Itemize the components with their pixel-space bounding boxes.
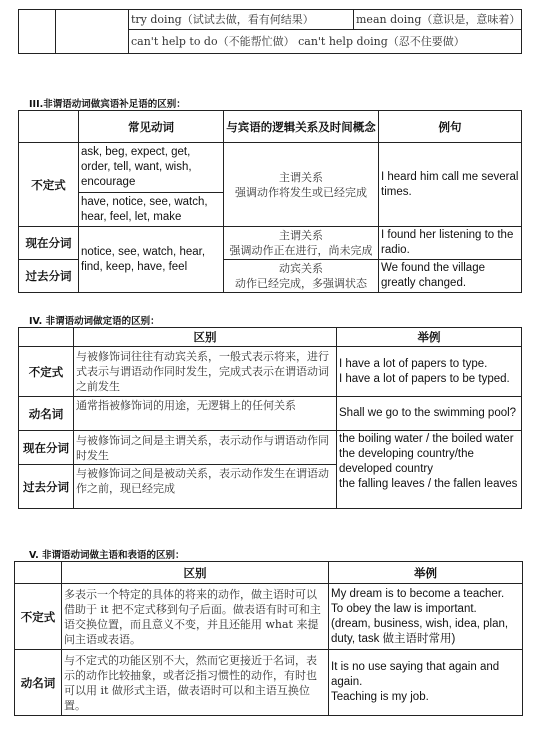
s3-row-infinitive-label: 不定式 [19, 143, 79, 227]
s4-participle-example [337, 431, 522, 509]
s3-header-verbs: 常见动词 [79, 111, 224, 143]
s4-present-participle-diff: 与被修饰词之间是主谓关系，表示动作与谓语动作同时发生 [74, 431, 337, 465]
s4-infinitive-example [337, 347, 522, 397]
s4-gerund-example: Shall we go to the swimming pool? [337, 397, 522, 431]
s5-gerund-example [329, 650, 523, 716]
s5-infinitive-example [329, 584, 523, 650]
s3-header-example: 例句 [379, 111, 522, 143]
s4-past-participle-diff: 与被修饰词之间是被动关系，表示动作发生在谓语动作之前，现已经完成 [74, 465, 337, 509]
s4-present-participle-label: 现在分词 [19, 431, 74, 465]
s3-participle-verbs: notice, see, watch, hear, find, keep, have, feel [79, 227, 224, 293]
top-cell-empty-1 [19, 10, 56, 54]
s3-present-relation-text: 主谓关系 强调动作正在进行，尚未完成 [229, 229, 373, 257]
s3-present-example: I found her listening to the radio. [379, 227, 522, 260]
s4-gerund-diff: 通常指被修饰词的用途，无逻辑上的任何关系 [74, 397, 337, 431]
top-cell-try-doing: try doing（试试去做，看有何结果） [129, 10, 354, 30]
s3-infinitive-verbs1: ask, beg, expect, get, order, tell, want, wish, encourage [79, 143, 224, 193]
s4-infinitive-diff: 与被修饰词往往有动宾关系，一般式表示将来，进行式表示与谓语动作同时发生，完成式表示在谓语动词之前发生 [74, 347, 337, 397]
s4-infinitive-label: 不定式 [19, 347, 74, 397]
s3-past-example: We found the village greatly changed. [379, 260, 522, 293]
s4-past-participle-label: 过去分词 [19, 465, 74, 509]
s5-header-example: 举例 [329, 562, 523, 584]
s3-past-relation [224, 260, 379, 293]
s5-infinitive-diff: 多表示一个特定的具体的将来的动作，做主语时可以借助于 it 把不定式移到句子后面。做表语有时可和主语交换位置，而且意义不变，并且还能用 what 来提问主语或表语。 [62, 584, 329, 650]
s3-infinitive-relation-text: 主谓关系 强调动作将发生或已经完成 [235, 170, 367, 199]
s5-gerund-example-text: It is no use saying that again and again. Teaching is my job. [331, 661, 500, 703]
top-table [18, 9, 522, 54]
s5-header-empty [15, 562, 62, 584]
s3-infinitive-example: I heard him call me several times. [379, 143, 522, 227]
s5-infinitive-example-text: My dream is to become a teacher. To obey the law is important. (dream, business, wish, idea, plan, duty, task 做主语时常用) [331, 587, 509, 645]
section4-heading: IV. 非谓语动词做定语的区别： [29, 316, 160, 327]
s5-header-diff: 区别 [62, 562, 329, 584]
s3-header-relation: 与宾语的逻辑关系及时间概念 [224, 111, 379, 143]
s3-row-present-participle-label: 现在分词 [19, 227, 79, 260]
s5-infinitive-label: 不定式 [15, 584, 62, 650]
s4-header-empty [19, 328, 74, 347]
s3-present-relation [224, 227, 379, 260]
s3-infinitive-verbs2: have, notice, see, watch, hear, feel, let, make [79, 193, 224, 227]
s4-infinitive-example-text: I have a lot of papers to type. I have a lot of papers to be typed. [339, 357, 510, 385]
top-cell-mean-doing: mean doing（意识是，意味着） [354, 10, 522, 30]
s4-present-participle-example-text: the boiling water / the boiled water the developing country/the developed country [339, 433, 514, 475]
section3-table [18, 110, 522, 293]
s4-header-diff: 区别 [74, 328, 337, 347]
section5-heading: V. 非谓语动词做主语和表语的区别： [29, 550, 185, 561]
s3-past-relation-text: 动宾关系 动作已经完成，多强调状态 [235, 262, 367, 290]
s5-gerund-diff: 与不定式的功能区别不大，然而它更接近于名词，表示的动作比较抽象，或者泛指习惯性的动作，有时也可以用 it 做形式主语，做表语时可以和主语互换位置。 [62, 650, 329, 716]
top-cell-empty-2 [56, 10, 129, 54]
section5-table [14, 561, 523, 716]
section4-table [18, 327, 522, 509]
section3-heading: III.非谓语动词做宾语补足语的区别： [29, 99, 186, 110]
s4-header-example: 举例 [337, 328, 522, 347]
s3-row-past-participle-label: 过去分词 [19, 260, 79, 293]
s3-infinitive-relation [224, 143, 379, 227]
s4-gerund-label: 动名词 [19, 397, 74, 431]
s4-past-participle-example-text: the falling leaves / the fallen leaves [339, 478, 518, 490]
top-cell-cant-help: can't help to do（不能帮忙做） can't help doing（忍不住要做） [129, 30, 522, 54]
s3-header-empty [19, 111, 79, 143]
s5-gerund-label: 动名词 [15, 650, 62, 716]
